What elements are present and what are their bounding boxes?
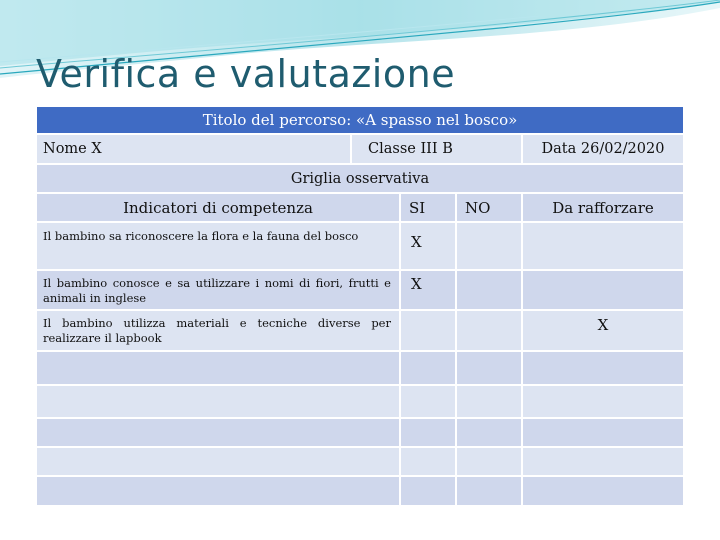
column-header-rafforzare: Da rafforzare [522,193,684,222]
rafforzare-cell: X [522,310,684,351]
grid-title-row [36,164,684,193]
rafforzare-cell [522,222,684,270]
empty-row [36,351,684,385]
empty-cell [36,351,400,385]
empty-cell [522,351,684,385]
course-title: Titolo del percorso: «A spasso nel bosco» [36,106,684,134]
column-header-si: SI [400,193,456,222]
empty-row [36,476,684,506]
no-cell [456,270,522,310]
empty-cell [400,476,456,506]
empty-row [36,385,684,418]
empty-row [36,418,684,447]
empty-cell [522,476,684,506]
no-cell [456,310,522,351]
empty-cell [36,418,400,447]
si-cell [400,310,456,351]
empty-cell [36,385,400,418]
empty-cell [36,476,400,506]
empty-cell [522,418,684,447]
empty-cell [522,385,684,418]
empty-cell [456,351,522,385]
table-row [36,270,684,310]
no-cell [456,222,522,270]
empty-row [36,447,684,476]
empty-cell [400,418,456,447]
info-row [36,134,684,164]
column-header-row [36,193,684,222]
empty-cell [400,351,456,385]
empty-cell [456,447,522,476]
empty-cell [456,476,522,506]
indicator-cell: Il bambino utilizza materiali e tecniche diverse per realizzare il lapbook [36,310,400,351]
column-header-indicators: Indicatori di competenza [36,193,400,222]
si-cell: X [400,270,456,310]
grid-title: Griglia osservativa [36,164,684,193]
class-label: Classe III B [351,134,522,164]
date-label: Data 26/02/2020 [522,134,684,164]
student-name: Nome X [36,134,351,164]
si-cell: X [400,222,456,270]
empty-cell [456,385,522,418]
indicator-cell: Il bambino conosce e sa utilizzare i nomi di fiori, frutti e animali in inglese [36,270,400,310]
empty-cell [456,418,522,447]
table-header-row [36,106,684,134]
indicator-cell: Il bambino sa riconoscere la flora e la fauna del bosco [36,222,400,270]
evaluation-table [36,106,684,506]
rafforzare-cell [522,270,684,310]
table-row [36,222,684,270]
empty-cell [36,447,400,476]
table-row [36,310,684,351]
slide-title: Verifica e valutazione [36,52,456,96]
column-header-no: NO [456,193,522,222]
empty-cell [400,385,456,418]
empty-cell [400,447,456,476]
empty-cell [522,447,684,476]
